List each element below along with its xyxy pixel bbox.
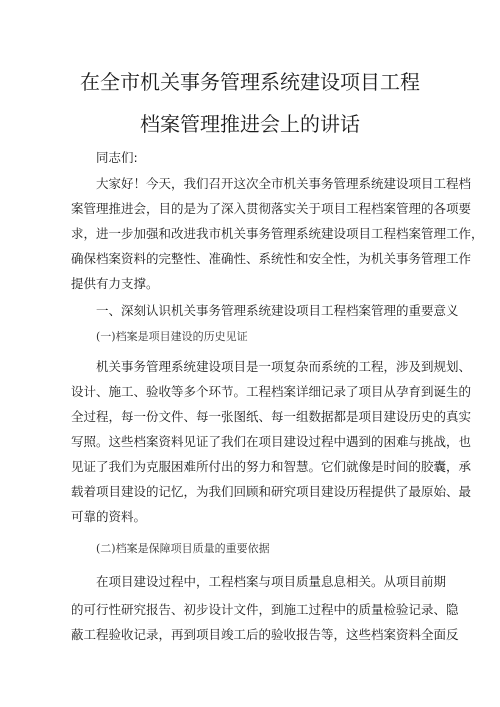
sub1-paragraph-line: 写照。这些档案资料见证了我们在项目建设过程中遇到的困难与挑战，也 (71, 434, 472, 449)
sub2-paragraph-line: 蔽工程验收记录，再到项目竣工后的验收报告等，这些档案资料全面反 (71, 627, 459, 642)
sub1-paragraph-line: 机关事务管理系统建设项目是一项复杂而系统的工程，涉及到规划、 (96, 359, 472, 374)
document-title-line-2: 档案管理推进会上的讲话 (140, 112, 360, 136)
sub1-paragraph-line: 载着项目建设的记忆，为我们回顾和研究项目建设历程提供了最原始、最 (71, 484, 472, 499)
sub1-paragraph-line: 见证了我们为克服困难所付出的努力和智慧。它们就像是时间的胶囊，承 (71, 459, 472, 474)
intro-line: 确保档案资料的完整性、准确性、系统性和安全性，为机关事务管理工作 (71, 251, 472, 266)
sub1-paragraph-line: 全过程，每一份文件、每一张图纸、每一组数据都是项目建设历史的真实 (71, 409, 472, 424)
intro-line: 大家好！今天，我们召开这次全市机关事务管理系统建设项目工程档 (96, 176, 472, 191)
sub1-paragraph-line: 设计、施工、验收等多个环节。工程档案详细记录了项目从孕育到诞生的 (71, 384, 472, 399)
sub1-paragraph-line: 可靠的资料。 (71, 509, 147, 524)
document-title-line-1: 在全市机关事务管理系统建设项目工程 (80, 70, 420, 94)
intro-line: 案管理推进会，目的是为了深入贯彻落实关于项目工程档案管理的各项要 (71, 201, 472, 216)
intro-line: 求，进一步加强和改进我市机关事务管理系统建设项目工程档案管理工作， (71, 226, 484, 241)
section-1-heading: 一、深刻认识机关事务管理系统建设项目工程档案管理的重要意义 (96, 303, 459, 318)
salutation: 同志们: (96, 150, 138, 165)
sub2-paragraph-line: 在项目建设过程中，工程档案与项目质量息息相关。从项目前期 (96, 574, 447, 589)
sub2-paragraph-line: 的可行性研究报告、初步设计文件，到施工过程中的质量检验记录、隐 (71, 602, 459, 617)
subsection-2-heading: (二)档案是保障项目质量的重要依据 (96, 542, 270, 555)
intro-line: 提供有力支撑。 (71, 276, 159, 291)
subsection-1-heading: (一)档案是项目建设的历史见证 (96, 330, 248, 343)
